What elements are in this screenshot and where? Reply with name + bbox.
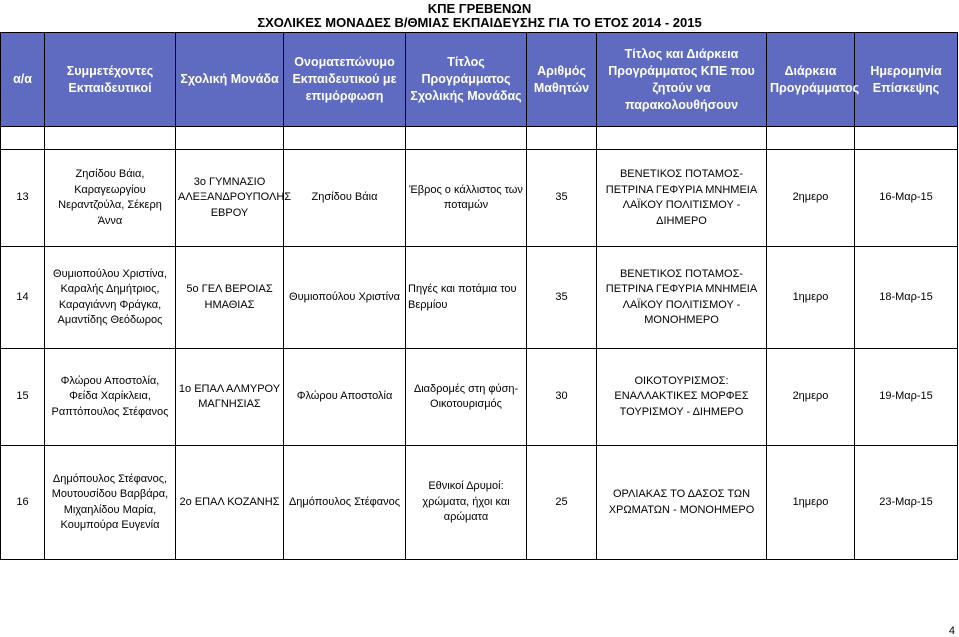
row-students: 35 bbox=[527, 247, 597, 349]
table-row bbox=[1, 247, 958, 349]
table-header-row bbox=[1, 33, 958, 127]
row-project-title: Πηγές και ποτάμια του Βερμίου bbox=[406, 247, 527, 349]
table-row bbox=[1, 150, 958, 247]
row-teachers: Δημόπουλος Στέφανος, Μουτουσίδου Βαρβάρα, Μιχαηλίδου Μαρία, Κουμπούρα Ευγενία bbox=[45, 446, 176, 560]
row-project-title: Εθνικοί Δρυμοί: χρώματα, ήχοι και αρώματα bbox=[406, 446, 527, 560]
row-trained-teacher: Ζησίδου Βάια bbox=[284, 150, 406, 247]
column-header-school: Σχολική Μονάδα bbox=[176, 33, 284, 127]
row-teachers: Θυμιοπούλου Χριστίνα, Καραλής Δημήτριος, Καραγιάννη Φράγκα, Αμαντίδης Θεόδωρος bbox=[45, 247, 176, 349]
column-header-trained-teacher: Ονοματεπώνυμο Εκπαιδευτικού με επιμόρφωση bbox=[284, 33, 406, 127]
row-project-title: Διαδρομές στη φύση-Οικοτουρισμός bbox=[406, 349, 527, 446]
row-program: ΟΡΛΙΑΚΑΣ ΤΟ ΔΑΣΟΣ ΤΩΝ ΧΡΩΜΑΤΩΝ - ΜΟΝΟΗΜΕΡΟ bbox=[597, 446, 767, 560]
programs-table bbox=[0, 32, 958, 560]
column-header-project-title: Τίτλος Προγράμματος Σχολικής Μονάδας bbox=[406, 33, 527, 127]
row-duration: 2ημερο bbox=[767, 150, 855, 247]
spacer-row bbox=[1, 127, 958, 150]
row-index: 16 bbox=[1, 446, 45, 560]
row-school: 3ο ΓΥΜΝΑΣΙΟ ΑΛΕΞΑΝΔΡΟΥΠΟΛΗΣ ΕΒΡΟΥ bbox=[176, 150, 284, 247]
row-visit-date: 19-Μαρ-15 bbox=[855, 349, 958, 446]
row-students: 35 bbox=[527, 150, 597, 247]
row-duration: 2ημερο bbox=[767, 349, 855, 446]
document-subtitle: ΣΧΟΛΙΚΕΣ ΜΟΝΑΔΕΣ Β/ΘΜΙΑΣ ΕΚΠΑΙΔΕΥΣΗΣ ΓΙΑ ΤΟ ΕΤΟΣ 2014 - 2015 bbox=[257, 15, 702, 30]
column-header-teachers: Συμμετέχοντες Εκπαιδευτικοί bbox=[45, 33, 176, 127]
document-title: ΚΠΕ ΓΡΕΒΕΝΩΝ bbox=[427, 1, 532, 16]
column-header-index: α/α bbox=[1, 33, 45, 127]
row-duration: 1ημερο bbox=[767, 247, 855, 349]
row-program: ΒΕΝΕΤΙΚΟΣ ΠΟΤΑΜΟΣ-ΠΕΤΡΙΝΑ ΓΕΦΥΡΙΑ ΜΝΗΜΕΙΑ ΛΑΪΚΟΥ ΠΟΛΙΤΙΣΜΟΥ - ΔΙΗΜΕΡΟ bbox=[597, 150, 767, 247]
table-row bbox=[1, 349, 958, 446]
row-project-title: Έβρος ο κάλλιστος των ποταμών bbox=[406, 150, 527, 247]
row-school: 2ο ΕΠΑΛ ΚΟΖΑΝΗΣ bbox=[176, 446, 284, 560]
row-teachers: Φλώρου Αποστολία, Φείδα Χαρίκλεια, Ραπτόπουλος Στέφανος bbox=[45, 349, 176, 446]
row-trained-teacher: Θυμιοπούλου Χριστίνα bbox=[284, 247, 406, 349]
row-program: ΒΕΝΕΤΙΚΟΣ ΠΟΤΑΜΟΣ-ΠΕΤΡΙΝΑ ΓΕΦΥΡΙΑ ΜΝΗΜΕΙΑ ΛΑΪΚΟΥ ΠΟΛΙΤΙΣΜΟΥ - ΜΟΝΟΗΜΕΡΟ bbox=[597, 247, 767, 349]
row-trained-teacher: Φλώρου Αποστολία bbox=[284, 349, 406, 446]
row-school: 1ο ΕΠΑΛ ΑΛΜΥΡΟΥ ΜΑΓΝΗΣΙΑΣ bbox=[176, 349, 284, 446]
row-students: 25 bbox=[527, 446, 597, 560]
row-index: 13 bbox=[1, 150, 45, 247]
page-number: 4 bbox=[948, 625, 955, 637]
row-visit-date: 18-Μαρ-15 bbox=[855, 247, 958, 349]
column-header-visit-date: Ημερομηνία Επίσκεψης bbox=[855, 33, 958, 127]
row-trained-teacher: Δημόπουλος Στέφανος bbox=[284, 446, 406, 560]
table-row bbox=[1, 446, 958, 560]
row-duration: 1ημερο bbox=[767, 446, 855, 560]
row-program: ΟΙΚΟΤΟΥΡΙΣΜΟΣ: ΕΝΑΛΛΑΚΤΙΚΕΣ ΜΟΡΦΕΣ ΤΟΥΡΙΣΜΟΥ - ΔΙΗΜΕΡΟ bbox=[597, 349, 767, 446]
row-index: 14 bbox=[1, 247, 45, 349]
row-school: 5ο ΓΕΛ ΒΕΡΟΙΑΣ ΗΜΑΘΙΑΣ bbox=[176, 247, 284, 349]
column-header-students: Αριθμός Μαθητών bbox=[527, 33, 597, 127]
row-index: 15 bbox=[1, 349, 45, 446]
row-visit-date: 16-Μαρ-15 bbox=[855, 150, 958, 247]
row-students: 30 bbox=[527, 349, 597, 446]
column-header-program: Τίτλος και Διάρκεια Προγράμματος ΚΠΕ που ζητούν να παρακολουθήσουν bbox=[597, 33, 767, 127]
row-visit-date: 23-Μαρ-15 bbox=[855, 446, 958, 560]
row-teachers: Ζησίδου Βάια, Καραγεωργίου Νεραντζούλα, Σέκερη Άννα bbox=[45, 150, 176, 247]
column-header-duration: Διάρκεια Προγράμματος bbox=[767, 33, 855, 127]
